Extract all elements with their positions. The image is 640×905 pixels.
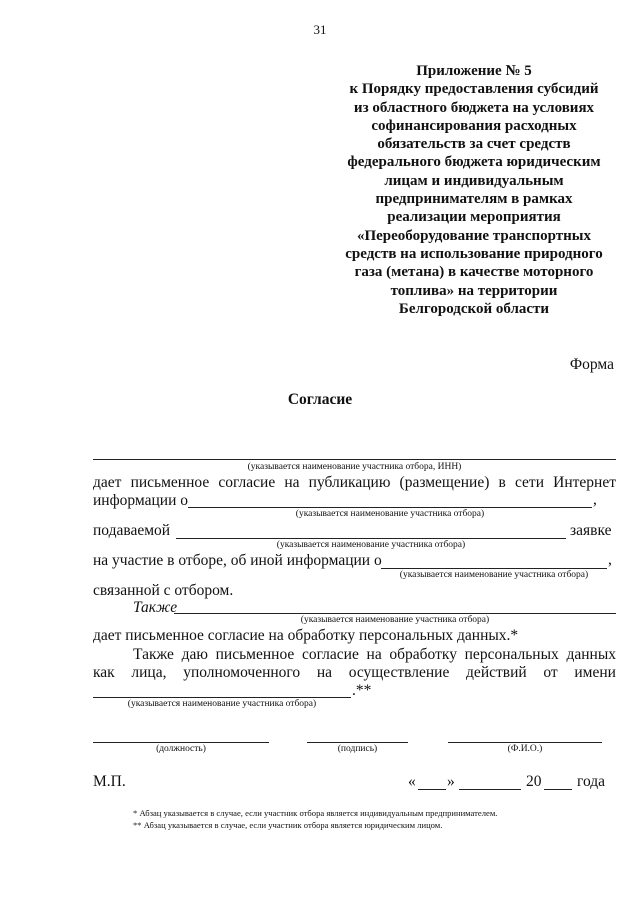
appendix-line: газа (метана) в качестве моторного <box>354 264 594 281</box>
hint-participant-2: (указывается наименование участника отбора) <box>276 540 466 550</box>
appendix-line: обязательств за счет средств <box>377 136 571 153</box>
double-star: .** <box>352 682 372 699</box>
appendix-line: Белгородской области <box>398 300 550 317</box>
appendix-line: реализации мероприятия <box>387 209 561 226</box>
footnote-1: * Абзац указывается в случае, если участник отбора является индивидуальным предпринимателем. <box>133 808 498 818</box>
appendix-line: к Порядку предоставления субсидий <box>349 81 599 98</box>
participant-blank-2[interactable] <box>176 538 566 539</box>
submitted-label: подаваемой <box>93 522 171 539</box>
word: на <box>316 664 333 681</box>
word: действий <box>466 664 527 681</box>
name-blank[interactable] <box>448 742 602 743</box>
signature-blank[interactable] <box>307 742 408 743</box>
appendix-line: федерального бюджета юридическим <box>347 154 601 171</box>
word: лица, <box>131 664 167 681</box>
hint-participant-inn: (указывается наименование участника отбора, ИНН) <box>247 462 462 472</box>
comma: , <box>593 491 597 508</box>
date-open-quote: « <box>408 773 416 790</box>
participant-inn-blank[interactable] <box>93 459 616 460</box>
appendix-line: из областного бюджета на условиях <box>353 99 595 116</box>
appendix-line: Приложение № 5 <box>416 63 532 79</box>
appendix-line: софинансирования расходных <box>371 117 577 134</box>
word: как <box>93 664 115 681</box>
authorized-consent-line-2 <box>93 664 616 682</box>
also-label: Также <box>133 599 178 616</box>
personal-data-consent-text: дает письменное согласие на обработку персональных данных.* <box>93 627 519 644</box>
page-number: 31 <box>313 22 327 37</box>
hint-participant-4: (указывается наименование участника отбора) <box>300 615 490 625</box>
appendix-header <box>338 62 610 318</box>
word: от <box>543 664 558 681</box>
comma: , <box>608 551 612 568</box>
date-close-quote: » <box>447 773 455 790</box>
word: имени <box>574 664 616 681</box>
year-label: года <box>577 773 606 790</box>
appendix-line: средств на использование природного <box>345 245 603 262</box>
document-title: Согласие <box>287 391 353 408</box>
form-label: Форма <box>569 356 614 373</box>
appendix-line: «Переоборудование транспортных <box>356 227 592 244</box>
year-blank[interactable] <box>544 789 572 790</box>
participation-label: на участие в отборе, об иной информации о <box>93 552 382 569</box>
related-text: связанной с отбором. <box>93 582 234 599</box>
consent-publication-text: дает письменное согласие на публикацию (размещение) в сети Интернет <box>93 474 616 491</box>
participant-blank-3[interactable] <box>381 568 607 569</box>
hint-participant-1: (указывается наименование участника отбора) <box>295 509 485 519</box>
month-blank[interactable] <box>459 789 521 790</box>
participant-blank-4[interactable] <box>174 613 616 614</box>
application-label: заявке <box>570 522 612 539</box>
word: осуществление <box>348 664 450 681</box>
appendix-line: топлива» на территории <box>390 282 558 299</box>
hint-participant-5: (указывается наименование участника отбора) <box>127 699 317 709</box>
year-prefix: 20 <box>526 773 542 790</box>
appendix-line: предпринимателям в рамках <box>375 191 573 208</box>
participant-blank-5[interactable] <box>93 697 351 698</box>
hint-participant-3: (указывается наименование участника отбора) <box>399 570 589 580</box>
position-caption: (должность) <box>156 744 206 754</box>
authorized-consent-text: Также даю письменное согласие на обработку персональных данных <box>133 646 616 663</box>
signature-caption: (подпись) <box>337 744 378 754</box>
name-caption: (Ф.И.О.) <box>507 744 543 754</box>
word: уполномоченного <box>183 664 301 681</box>
information-about-label: информации о <box>93 492 188 509</box>
participant-blank-1[interactable] <box>188 507 592 508</box>
day-blank[interactable] <box>418 789 446 790</box>
stamp-label: М.П. <box>93 773 126 790</box>
footnote-2: ** Абзац указывается в случае, если участник отбора является юридическим лицом. <box>133 820 443 830</box>
appendix-line: лицам и индивидуальным <box>384 172 564 189</box>
position-blank[interactable] <box>93 742 269 743</box>
